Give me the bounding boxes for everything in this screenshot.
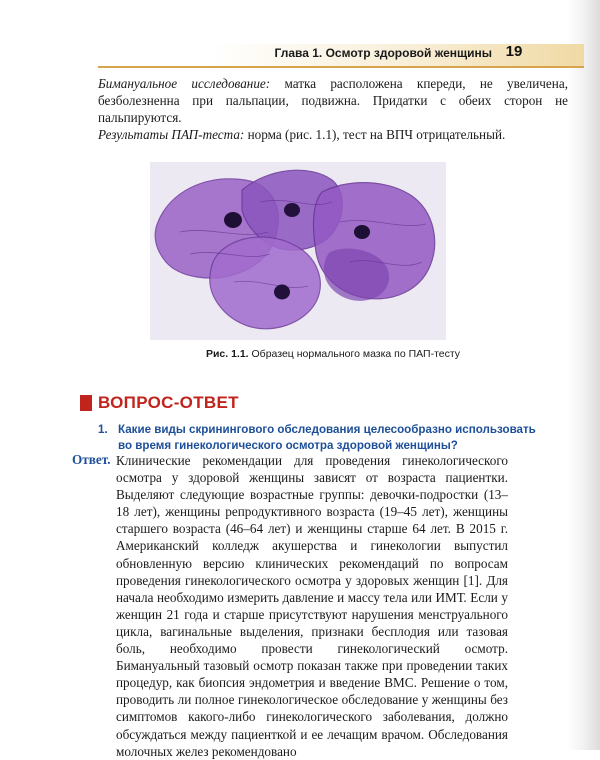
section-heading bbox=[80, 392, 239, 414]
answer-text: Клинические рекомендации для проведения гинекологического осмотра у здоровой женщины зависят от возраста пациентки. Выделяют следующие возрастные группы: девочки-подростки (13–18 лет), женщины репродуктивного возраста (19–45 лет), женщины старшего возраста (46–64 лет) и женщины старше 64 лет. В 2015 г. Американский колледж акушерства и гинекологии выпустил обновленную версию клинических рекомендаций по вопросам проведения гинекологического осмотра у здоровых женщин [1]. Для начала необходимо измерить давление и массу тела или ИМТ. Если у женщин 21 года и старше присутствуют нарушения менструального цикла, вагинальные выделения, признаки бесплодия или тазовая боль, необходимо провести гинекологический осмотр. Бимануальный тазовый осмотр показан также при проведении таких процедур, как биопсия эндометрия и введение ВМС. Решение о том, проводить ли полное гинекологическое обследование у женщины без симптомов какого-либо гинекологического заболевания, должно обсуждаться между пациенткой и ее лечащим врачом. Обследования молочных желез рекомендовано bbox=[116, 453, 508, 759]
question-1 bbox=[98, 422, 538, 454]
section-title: ВОПРОС-ОТВЕТ bbox=[98, 393, 239, 412]
paragraph-bimanual bbox=[98, 75, 568, 126]
figure-caption-text: Образец нормального мазка по ПАП-тесту bbox=[248, 348, 461, 360]
question-text: Какие виды скринингового обследования целесообразно использовать во время гинекологического осмотра здоровой женщины? bbox=[118, 423, 536, 452]
question-number: 1. bbox=[98, 423, 108, 436]
figure-label: Рис. 1.1. bbox=[205, 348, 249, 360]
header-rule bbox=[98, 66, 584, 68]
paragraph-lead: Результаты ПАП-теста: bbox=[98, 127, 245, 142]
pap-smear-micrograph bbox=[150, 162, 446, 340]
figure-caption bbox=[98, 348, 568, 360]
chapter-title: Глава 1. Осмотр здоровой женщины bbox=[274, 46, 492, 60]
paragraph-text: матка расположена кпереди, не увеличена, безболезненна при пальпации, подвижна. Придатки с обеих сторон не пальпируются. bbox=[98, 76, 568, 125]
paragraph-text: норма (рис. 1.1), тест на ВПЧ отрицательный. bbox=[244, 127, 506, 142]
page-number: 19 bbox=[505, 43, 523, 60]
paragraph-lead: Бимануальное исследование: bbox=[98, 76, 271, 91]
section-marker-icon bbox=[80, 395, 92, 411]
answer-label: Ответ. bbox=[72, 452, 111, 467]
micrograph-illustration bbox=[150, 162, 446, 340]
paragraph-pap-results bbox=[98, 126, 568, 143]
